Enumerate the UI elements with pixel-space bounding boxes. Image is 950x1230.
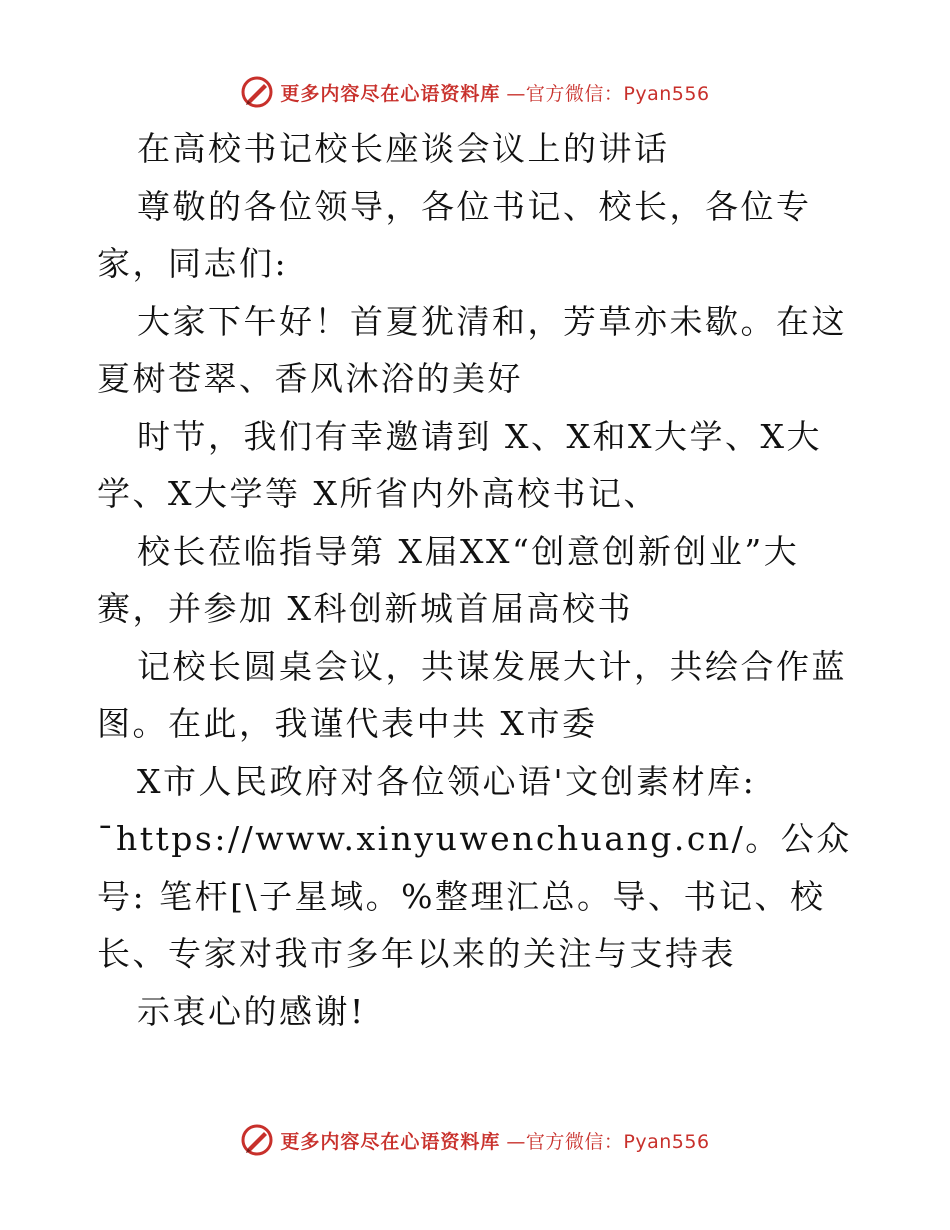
footer-banner [240,1123,709,1157]
closing-paragraph: 示衷心的感谢! [137,991,366,1031]
pen-logo-icon [240,1123,274,1157]
document-title: 在高校书记校长座谈会议上的讲话 [137,129,670,168]
footer-banner-contact: —官方微信：Pyan556 [506,1130,710,1153]
page-header [0,72,950,112]
salutation-paragraph: 尊敬的各位领导，各位书记、校长，各位专家，同志们: [97,186,812,283]
pen-logo-icon [240,75,274,109]
body-paragraph: 记校长圆桌会议，共谋发展大计，共绘合作蓝图。在此，我谨代表中共 X市委 [97,646,847,743]
page-footer [0,1120,950,1160]
watermark-paragraph: ¯https://www.xinyuwenchuang.cn/。公众号: 笔杆[\子星域。%整理汇总。导、书记、校长、专家对我市多年以来的关注与支持表 [97,819,852,973]
body-paragraph: 大家下午好！首夏犹清和，芳草亦未歇。在这夏树苍翠、香风沐浴的美好 [97,301,847,398]
document-body [97,120,857,1040]
header-banner [240,75,709,109]
body-paragraph: 校长莅临指导第 X届XX“创意创新创业”大赛，并参加 X科创新城首届高校书 [97,531,800,628]
footer-banner-text: 更多内容尽在心语资料库 [280,1130,501,1153]
header-banner-text: 更多内容尽在心语资料库 [280,82,501,105]
header-banner-contact: —官方微信：Pyan556 [506,82,710,105]
body-paragraph: X市人民政府对各位领心语'文创素材库: [137,761,757,801]
body-paragraph: 时节，我们有幸邀请到 X、X和X大学、X大学、X大学等 X所省内外高校书记、 [97,416,822,513]
